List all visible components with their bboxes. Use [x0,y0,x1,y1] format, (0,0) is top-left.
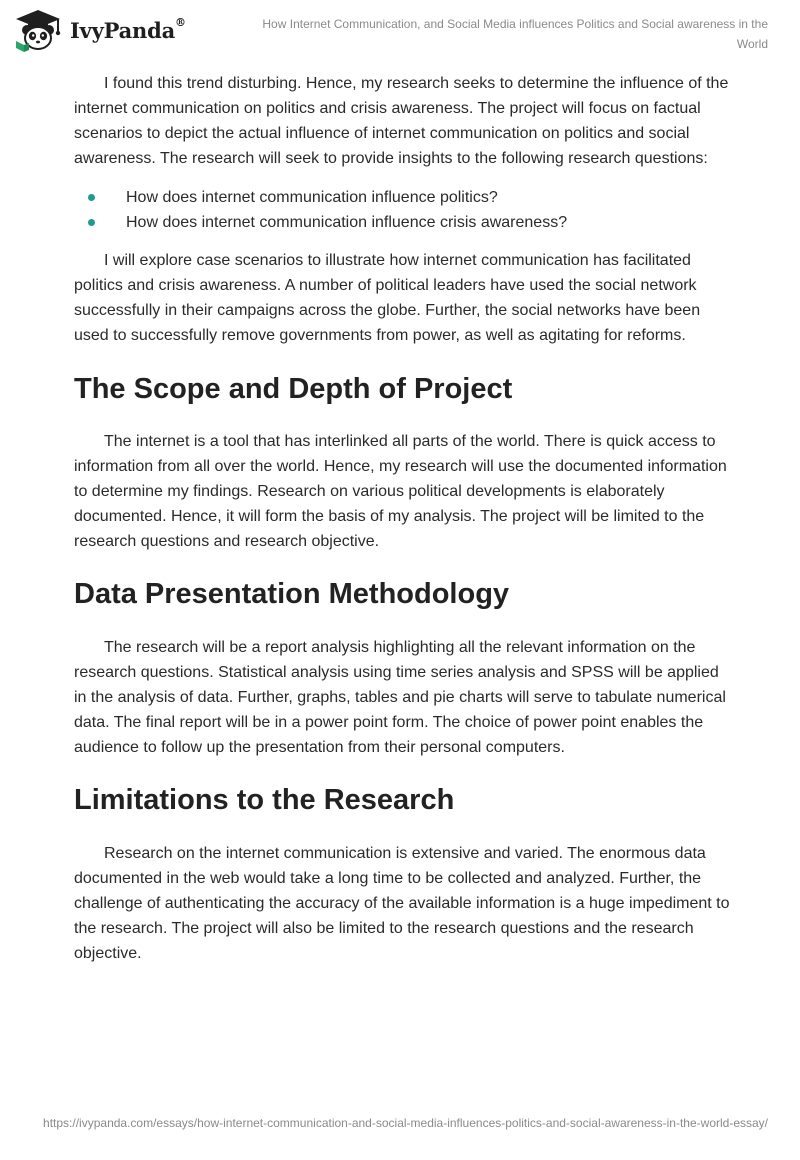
logo-wordmark: IvyPanda® [70,15,186,43]
research-question: How does internet communication influence politics? [126,189,498,206]
article-body [74,71,734,966]
section-heading-limitations: Limitations to the Research [74,784,455,816]
page-header [0,0,800,60]
site-logo[interactable] [12,8,186,52]
bullet-dot-icon [88,219,95,226]
list-item [74,185,734,210]
bullet-dot-icon [88,194,95,201]
document-title: How Internet Communication, and Social Media influences Politics and Social awareness in the World [262,17,768,51]
panda-graduate-icon [12,8,64,52]
research-questions-list [74,185,734,235]
list-item [74,210,734,235]
section-heading-scope: The Scope and Depth of Project [74,373,513,405]
source-url[interactable]: https://ivypanda.com/essays/how-internet-communication-and-social-media-influences-politics-and-social-awareness-in-the-world-essay/ [43,1116,768,1130]
section-paragraph-limitations: Research on the internet communication is extensive and varied. The enormous data documented in the web would take a long time to be collected and analyzed. Further, the challenge of authenticating the accuracy of the available information is a huge impediment to the research. The project will also be limited to the research questions and the research objective. [74,845,730,962]
section-heading-methodology: Data Presentation Methodology [74,578,510,610]
intro-paragraph: I found this trend disturbing. Hence, my research seeks to determine the influence of the internet communication on politics and crisis awareness. The project will focus on factual scenarios to depict the actual influence of internet communication on politics and social awareness. The research will seek to provide insights to the following research questions: [74,75,729,167]
explore-paragraph: I will explore case scenarios to illustrate how internet communication has facilitated politics and crisis awareness. A number of political leaders have used the social network successfully in their campaigns across the globe. Further, the social networks have been used to successfully remove governments from power, as well as agitating for reforms. [74,252,701,344]
section-paragraph-scope: The internet is a tool that has interlinked all parts of the world. There is quick access to information from all over the world. Hence, my research will use the documented information to determine my findings. Research on various political developments is elaborately documented. Hence, it will form the basis of my analysis. The project will be limited to the research questions and research objective. [74,433,727,550]
research-question: How does internet communication influence crisis awareness? [126,214,568,231]
section-paragraph-methodology: The research will be a report analysis highlighting all the relevant information on the research questions. Statistical analysis using time series analysis and SPSS will be applied in the analysis of data. Further, graphs, tables and pie charts will serve to tabulate numerical data. The final report will be in a power point form. The choice of power point enables the audience to follow up the presentation from their personal computers. [74,639,726,756]
